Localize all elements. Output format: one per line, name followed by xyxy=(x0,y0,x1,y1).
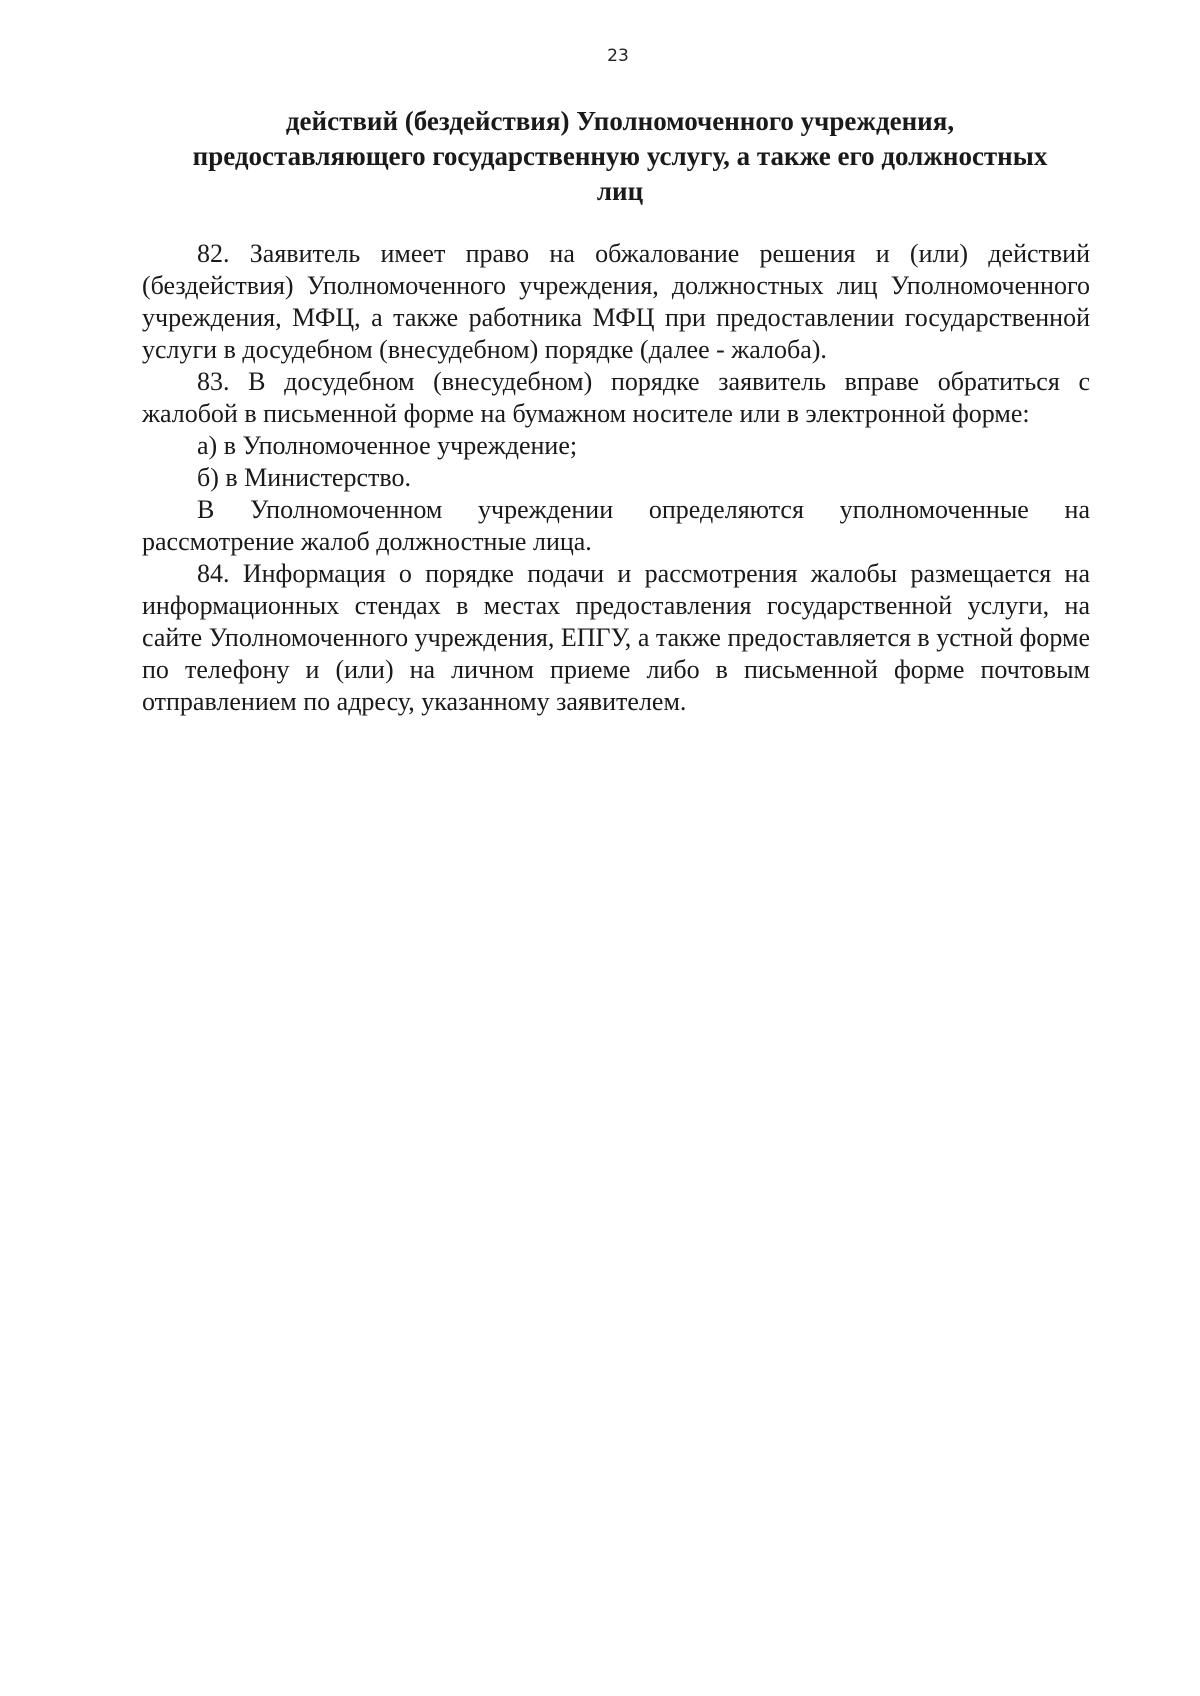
heading-line: лиц xyxy=(596,176,644,206)
document-body xyxy=(142,238,1090,718)
paragraph-82: 82. Заявитель имеет право на обжалование решения и (или) действий (бездействия) Уполномоченного учреждения, должностных лиц Уполномоченного учреждения, МФЦ, а также работника МФЦ при предоставлении государственной услуги в досудебном (внесудебном) порядке (далее - жалоба). xyxy=(142,239,1090,364)
section-heading xyxy=(150,104,1090,209)
heading-line: предоставляющего государственную услугу, а также его должностных xyxy=(192,141,1048,171)
paragraph-83: 83. В досудебном (внесудебном) порядке заявитель вправе обратиться с жалобой в письменной форме на бумажном носителе или в электронной форме: xyxy=(142,367,1090,428)
page-number: 23 xyxy=(607,46,629,66)
list-item-b: б) в Министерство. xyxy=(197,463,411,492)
list-item-a: а) в Уполномоченное учреждение; xyxy=(197,431,578,460)
paragraph-officials: В Уполномоченном учреждении определяются уполномоченные на рассмотрение жалоб должностные лица. xyxy=(142,495,1090,556)
heading-line: действий (бездействия) Уполномоченного учреждения, xyxy=(285,106,955,136)
paragraph-84: 84. Информация о порядке подачи и рассмотрения жалобы размещается на информационных стендах в местах предоставления государственной услуги, на сайте Уполномоченного учреждения, ЕПГУ, а также предоставляется в устной форме по телефону и (или) на личном приеме либо в письменной форме почтовым отправлением по адресу, указанному заявителем. xyxy=(142,559,1090,716)
